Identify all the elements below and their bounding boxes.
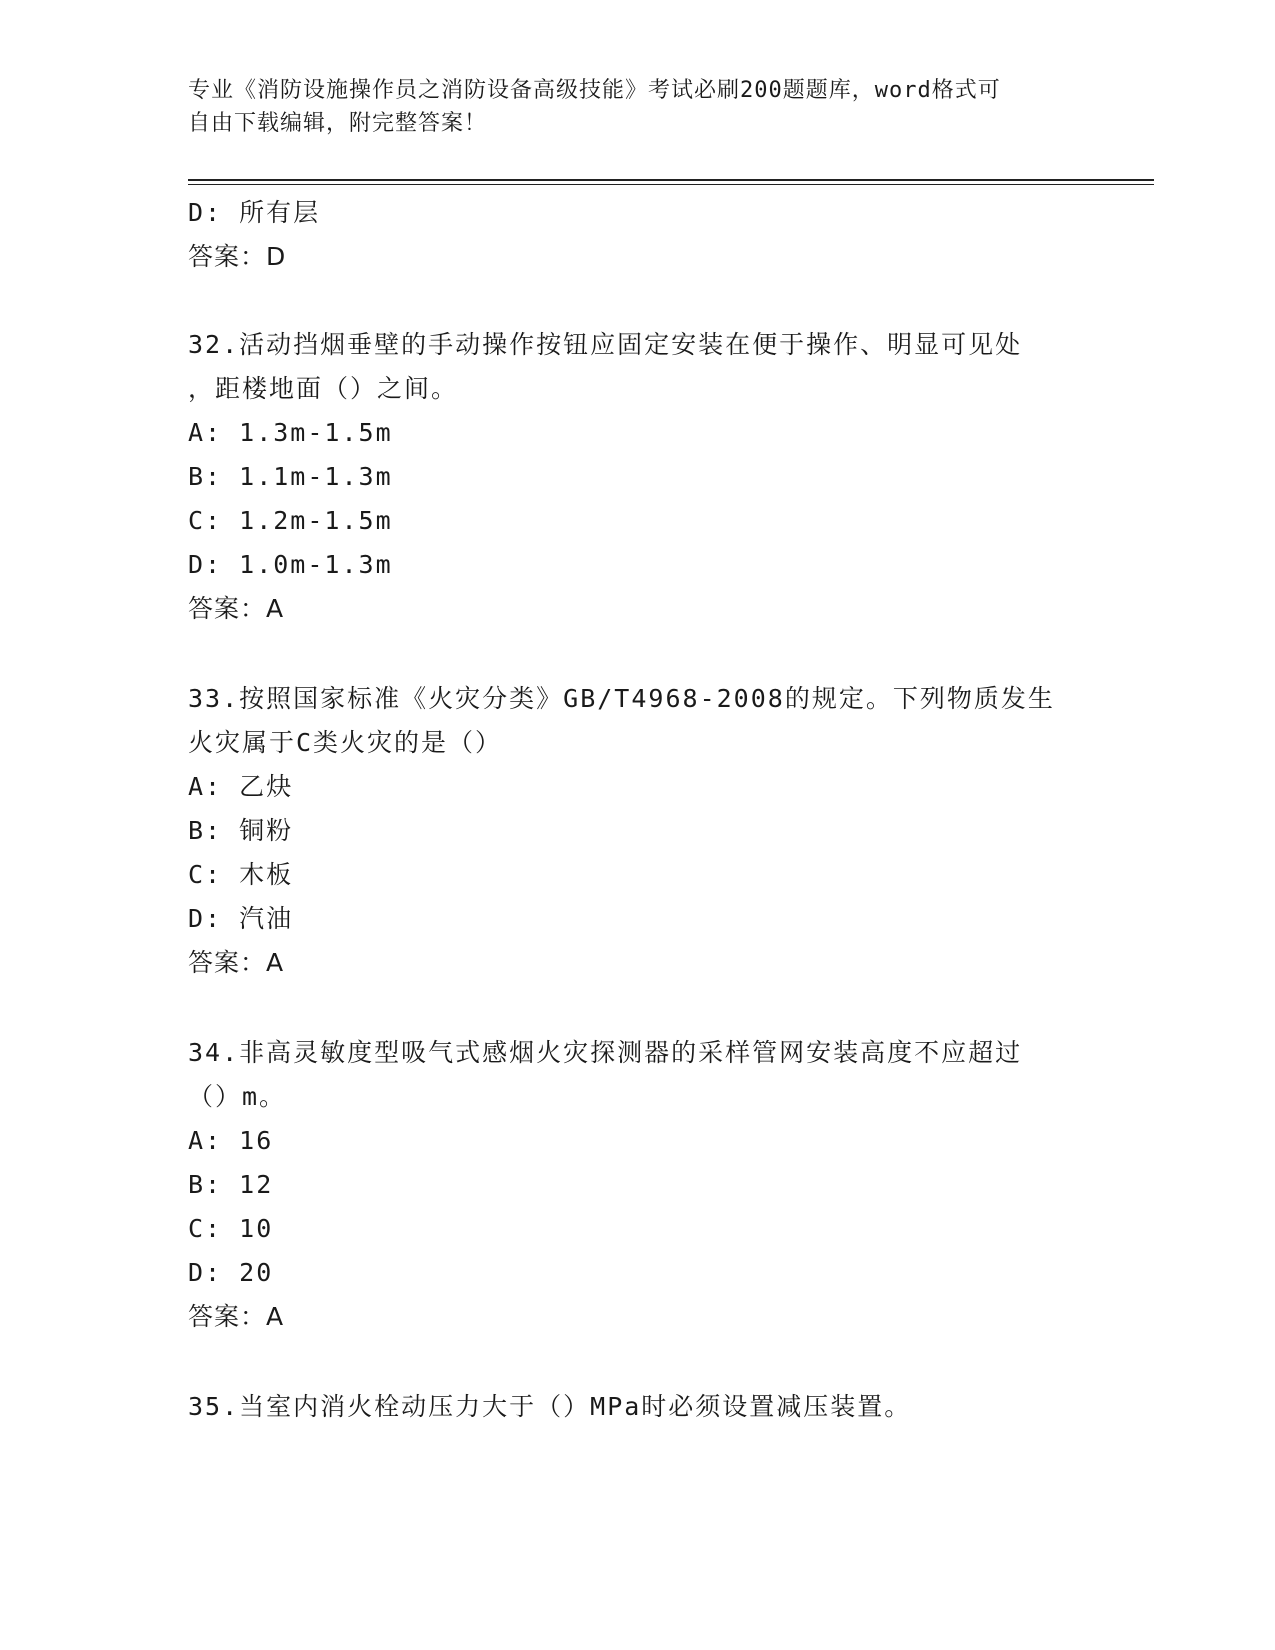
q34-stem-line-1: 34.非高灵敏度型吸气式感烟火灾探测器的采样管网安装高度不应超过 bbox=[188, 1038, 1023, 1067]
prev-option-d: D: 所有层 bbox=[188, 198, 321, 227]
header-divider bbox=[188, 179, 1154, 185]
q34-stem-line-2: （）m。 bbox=[188, 1082, 287, 1111]
q33-stem-line-2: 火灾属于C类火灾的是（） bbox=[188, 728, 503, 757]
q34-option-b: B: 12 bbox=[188, 1170, 274, 1199]
q33-option-d: D: 汽油 bbox=[188, 904, 294, 933]
q32-answer: 答案：A bbox=[188, 594, 285, 623]
header-line-1: 专业《消防设施操作员之消防设备高级技能》考试必刷200题题库，word格式可 bbox=[188, 78, 1001, 103]
q32-option-a: A: 1.3m-1.5m bbox=[188, 418, 393, 447]
q32-stem-line-2: ，距楼地面（）之间。 bbox=[188, 374, 459, 403]
q33-stem-line-1: 33.按照国家标准《火灾分类》GB/T4968-2008的规定。下列物质发生 bbox=[188, 684, 1055, 713]
prev-answer: 答案：D bbox=[188, 242, 287, 271]
q32-option-b: B: 1.1m-1.3m bbox=[188, 462, 393, 491]
document-header bbox=[188, 74, 1088, 140]
q33-option-c: C: 木板 bbox=[188, 860, 294, 889]
q33-option-b: B: 铜粉 bbox=[188, 816, 294, 845]
q35-stem-line-1: 35.当室内消火栓动压力大于（）MPa时必须设置减压装置。 bbox=[188, 1392, 912, 1421]
q33-answer: 答案：A bbox=[188, 948, 285, 977]
q32-option-d: D: 1.0m-1.3m bbox=[188, 550, 393, 579]
q32-option-c: C: 1.2m-1.5m bbox=[188, 506, 393, 535]
q34-option-d: D: 20 bbox=[188, 1258, 274, 1287]
q34-option-a: A: 16 bbox=[188, 1126, 274, 1155]
q32-stem-line-1: 32.活动挡烟垂壁的手动操作按钮应固定安装在便于操作、明显可见处 bbox=[188, 330, 1023, 359]
header-line-2: 自由下载编辑，附完整答案！ bbox=[188, 111, 488, 136]
q34-answer: 答案：A bbox=[188, 1302, 285, 1331]
q33-option-a: A: 乙炔 bbox=[188, 772, 294, 801]
q34-option-c: C: 10 bbox=[188, 1214, 274, 1243]
